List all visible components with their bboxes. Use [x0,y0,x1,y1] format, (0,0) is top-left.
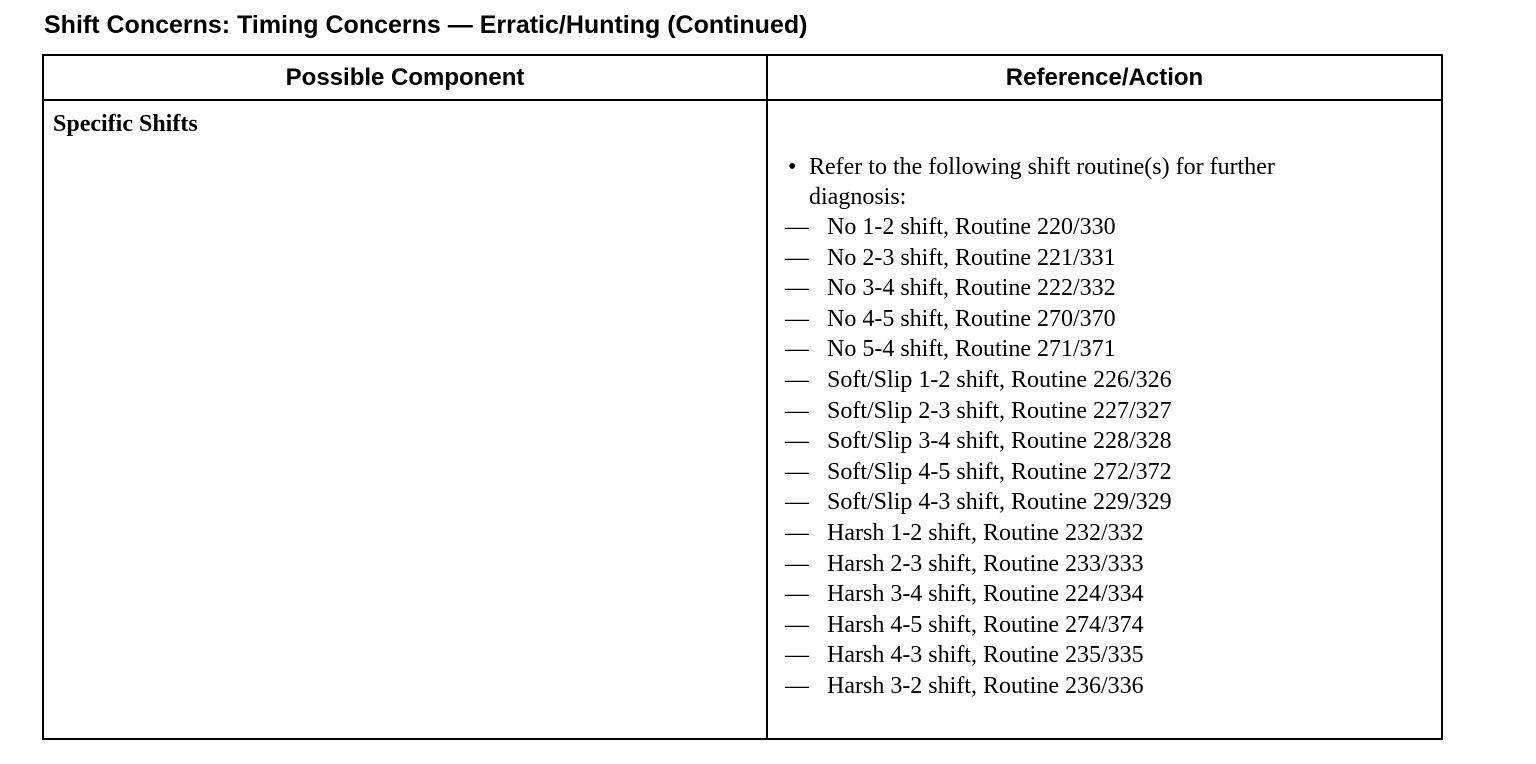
dash-icon: — [785,428,809,455]
routine-text: Soft/Slip 1-2 shift, Routine 226/326 [827,366,1172,393]
routine-text: Harsh 2-3 shift, Routine 233/333 [827,550,1144,577]
routine-text: No 1-2 shift, Routine 220/330 [827,214,1116,240]
routine-text: Soft/Slip 4-5 shift, Routine 272/372 [827,458,1172,485]
dash-icon: — [785,458,809,485]
dash-icon: — [785,581,809,608]
dash-icon: — [785,550,809,577]
routine-text: Harsh 1-2 shift, Routine 232/332 [827,519,1144,546]
dash-icon: — [785,305,809,332]
routine-text: Harsh 4-3 shift, Routine 235/335 [827,642,1144,669]
section-heading: Specific Shifts [53,111,198,137]
column-header-reference-action: Reference/Action [1005,63,1204,91]
dash-icon: — [785,244,809,271]
page-title: Shift Concerns: Timing Concerns — Erratic/Hunting (Continued) [44,11,808,39]
routine-text: Harsh 3-4 shift, Routine 224/334 [827,581,1144,608]
routine-text: No 5-4 shift, Routine 271/371 [827,336,1116,363]
bullet-text-line-2: diagnosis: [809,184,907,210]
routine-text: Harsh 4-5 shift, Routine 274/374 [827,611,1144,638]
column-divider [766,56,768,738]
routine-text: Soft/Slip 2-3 shift, Routine 227/327 [827,397,1172,424]
dash-icon: — [785,336,809,363]
routine-text: Harsh 3-2 shift, Routine 236/336 [827,672,1144,699]
column-header-possible-component: Possible Component [285,63,525,91]
routine-text: No 2-3 shift, Routine 221/331 [827,244,1116,271]
dash-icon: — [785,519,809,546]
dash-icon: — [785,672,809,699]
bullet-text-line-1: Refer to the following shift routine(s) for further [809,154,1275,180]
bullet-icon: • [788,154,797,180]
dash-icon: — [785,642,809,669]
routine-text: Soft/Slip 4-3 shift, Routine 229/329 [827,489,1172,516]
dash-icon: — [785,397,809,424]
dash-icon: — [785,214,809,240]
dash-icon: — [785,611,809,638]
dash-icon: — [785,275,809,302]
table-header-row [44,56,1441,101]
routine-text: No 4-5 shift, Routine 270/370 [827,305,1116,332]
routine-text: No 3-4 shift, Routine 222/332 [827,275,1116,302]
diagnosis-table [42,54,1443,740]
dash-icon: — [785,366,809,393]
routine-text: Soft/Slip 3-4 shift, Routine 228/328 [827,428,1172,455]
dash-icon: — [785,489,809,516]
